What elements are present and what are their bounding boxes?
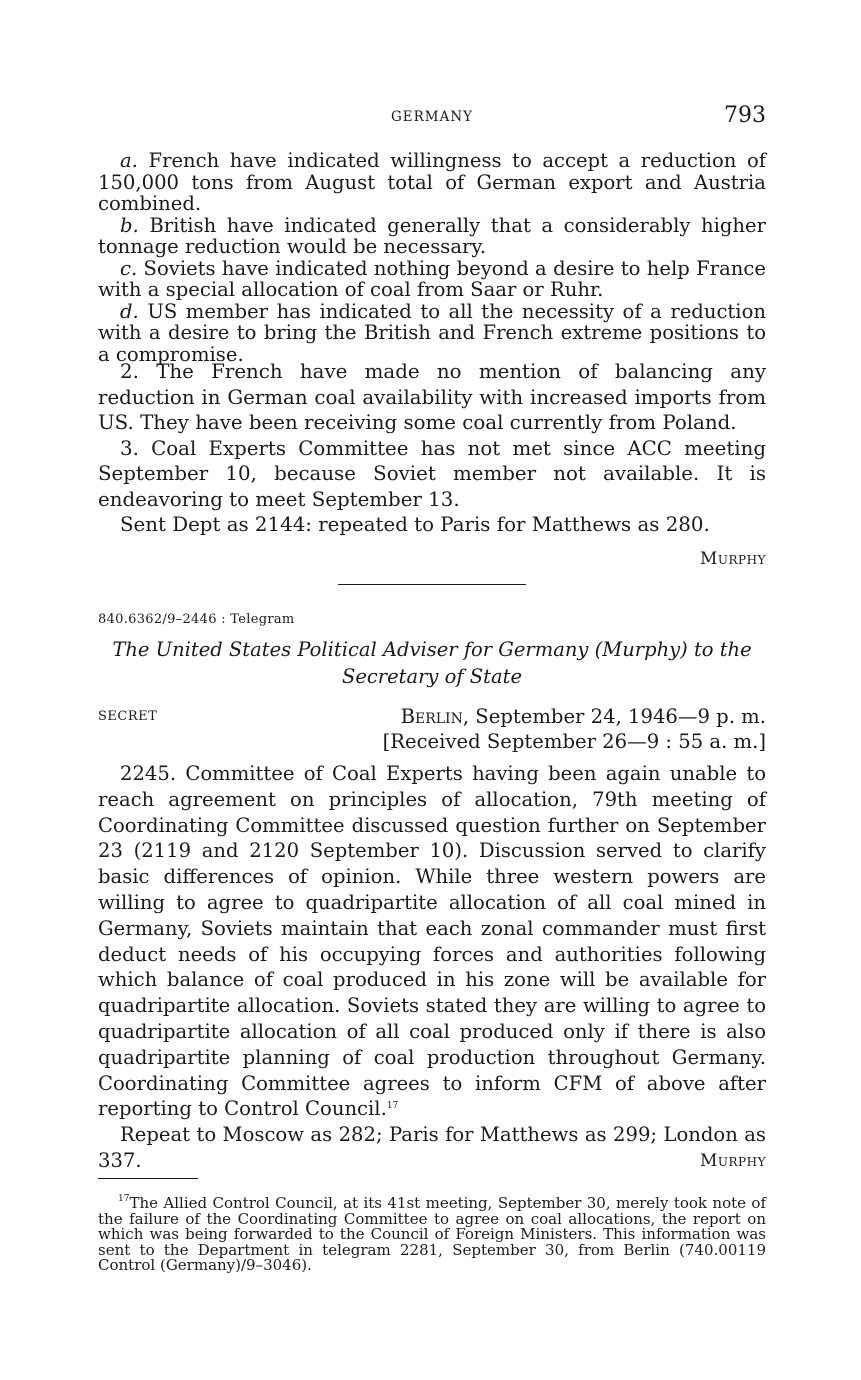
footnote-divider xyxy=(98,1178,198,1179)
running-head xyxy=(98,103,766,131)
list-item-label: b. xyxy=(120,213,139,237)
date-received: [Received September 26—9 : 55 a. m.] xyxy=(382,730,766,753)
section-divider xyxy=(338,584,526,585)
city: Berlin, xyxy=(400,705,470,728)
paragraph: Repeat to Moscow as 282; Paris for Matthews as 299; London as 337. xyxy=(98,1123,766,1172)
paragraph-text: 2245. Committee of Coal Experts having been again unable to reach agreement on principles of allocation, 79th meeting of Coordinating Committee discussed question further on September 23 (2119 and 2120 September 10). Discussion served to clarify basic differences of opinion. While three western powers are willing to agree to quadripartite allocation of all coal mined in Germany, Soviets maintain that each zonal commander must first deduct needs of his occupying forces and authorities following which balance of coal produced in his zone will be available for quadripartite allocation. Soviets stated they are willing to agree to quadripartite allocation of all coal produced only if there is also quadripartite planning of coal production throughout Germany. Coordinating Committee agrees to inform CFM of above after reporting to Control Council. xyxy=(98,762,766,1121)
telegram-2-body xyxy=(98,761,766,1174)
list-item-text: British have indicated generally that a considerably higher tonnage reduction would be necessary. xyxy=(98,213,767,258)
running-title: GERMANY xyxy=(390,109,474,125)
list-item-label: a. xyxy=(120,149,138,172)
dateline xyxy=(383,704,766,754)
footnote-mark: 17 xyxy=(118,1194,130,1204)
list-item-label: d. xyxy=(120,299,139,323)
signature: Murphy xyxy=(699,1151,766,1171)
list-item xyxy=(98,150,766,215)
document-title xyxy=(98,636,766,690)
paragraph: Sent Dept as 2144: repeated to Paris for Matthews as 280. xyxy=(120,513,710,536)
list-item xyxy=(98,215,766,258)
footnote-text: The Allied Control Council, at its 41st meeting, September 30, merely took note of the failure of the Coordinating Committee to agree on coal allocations, the report on which was being forwarded to the Council of Foreign Ministers. This information was sent to the Department in telegram 2281, September 30, from Berlin (740.00119 Control (Germany)/9–3046). xyxy=(98,1194,766,1274)
footnote-reference: 17 xyxy=(386,1101,399,1112)
list-item-text: French have indicated willingness to accept a reduction of 150,000 tons from August total of German export and Austria combined. xyxy=(98,149,766,215)
date-sent xyxy=(383,704,766,729)
file-reference: 840.6362/9–2446 : Telegram xyxy=(98,612,295,627)
telegram-1-continuation xyxy=(98,359,766,538)
document-title-line: Secretary of State xyxy=(341,665,523,688)
footnote xyxy=(98,1196,766,1274)
signature: Murphy xyxy=(699,549,766,569)
page-number: 793 xyxy=(724,103,766,128)
list-item xyxy=(98,258,766,301)
document-title-line: The United States Political Adviser for Germany (Murphy) to the xyxy=(112,638,752,661)
paragraph xyxy=(98,761,766,1122)
list-item xyxy=(98,301,766,366)
lettered-list xyxy=(98,150,766,365)
list-item-text: Soviets have indicated nothing beyond a desire to help France with a special allocation of coal from Saar or Ruhr. xyxy=(98,256,766,301)
classification-label: SECRET xyxy=(98,709,158,724)
paragraph: 2. The French have made no mention of balancing any reduction in German coal availability with increased imports from US. They have been receiving some coal currently from Poland. xyxy=(98,360,766,434)
list-item-text: US member has indicated to all the necessity of a reduction with a desire to bring the British and French extreme positions to a compromise. xyxy=(98,299,766,366)
paragraph: 3. Coal Experts Committee has not met since ACC meeting September 10, because Soviet member not available. It is endeavoring to meet September 13. xyxy=(98,436,766,511)
date-sent-text: September 24, 1946—9 p. m. xyxy=(475,705,766,728)
list-item-label: c. xyxy=(120,256,138,280)
